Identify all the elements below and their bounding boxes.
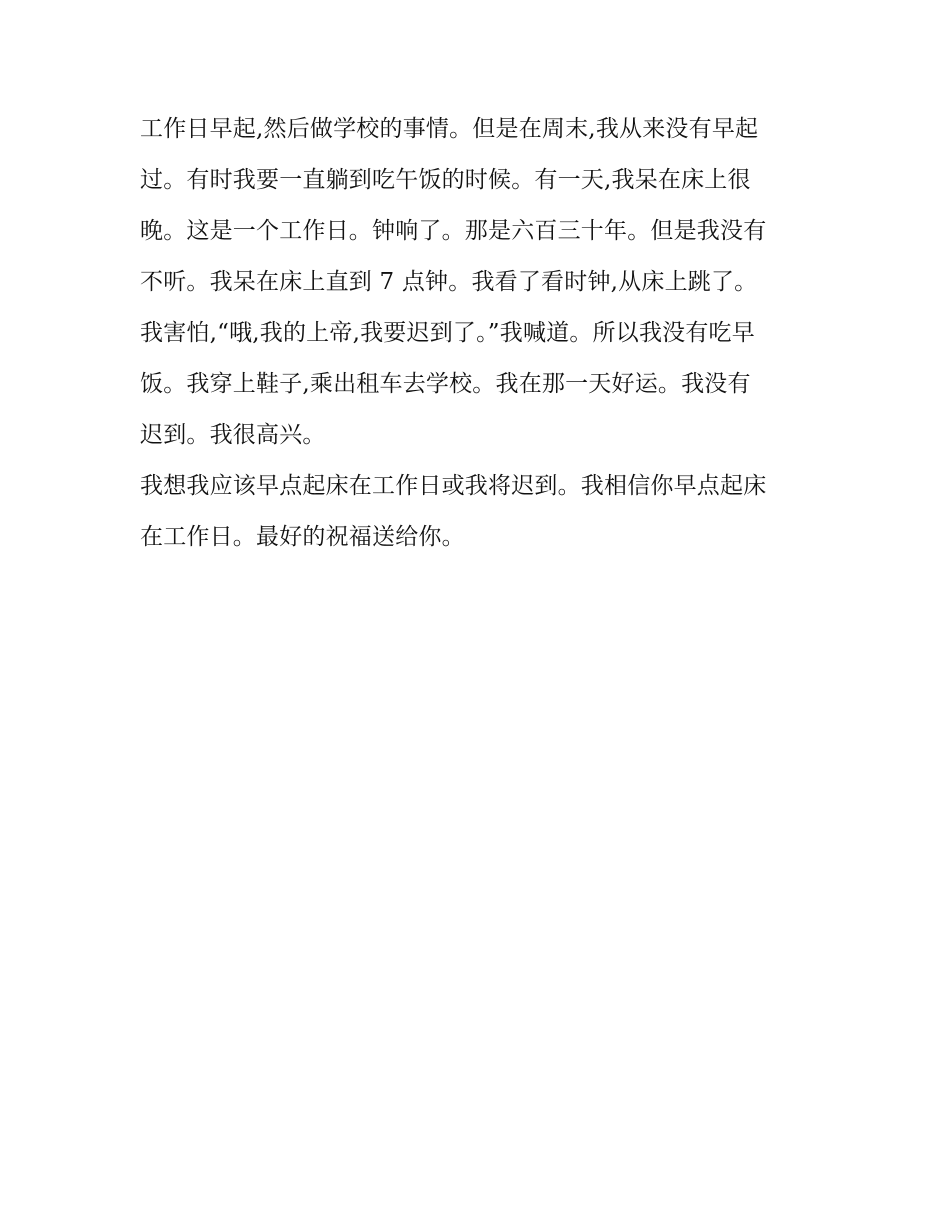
text-line: 我想我应该早点起床在工作日或我将迟到。我相信你早点起床 [140, 473, 767, 499]
text-line: 迟到。我很高兴。 [140, 422, 326, 448]
text-line: 过。有时我要一直躺到吃午饭的时候。有一天,我呆在床上很 [140, 167, 751, 193]
paragraph-1 [140, 104, 820, 461]
text-line: 不听。我呆在床上直到 7 点钟。我看了看时钟,从床上跳了。 [140, 269, 758, 295]
paragraph-2 [140, 461, 820, 563]
text-line: 工作日早起,然后做学校的事情。但是在周末,我从来没有早起 [140, 116, 759, 142]
text-line: 饭。我穿上鞋子,乘出租车去学校。我在那一天好运。我没有 [140, 371, 751, 397]
text-line: 我害怕,“哦,我的上帝,我要迟到了。”我喊道。所以我没有吃早 [140, 320, 755, 346]
text-line: 晚。这是一个工作日。钟响了。那是六百三十年。但是我没有 [140, 218, 767, 244]
document-body [140, 104, 820, 563]
text-line: 在工作日。最好的祝福送给你。 [140, 524, 465, 550]
